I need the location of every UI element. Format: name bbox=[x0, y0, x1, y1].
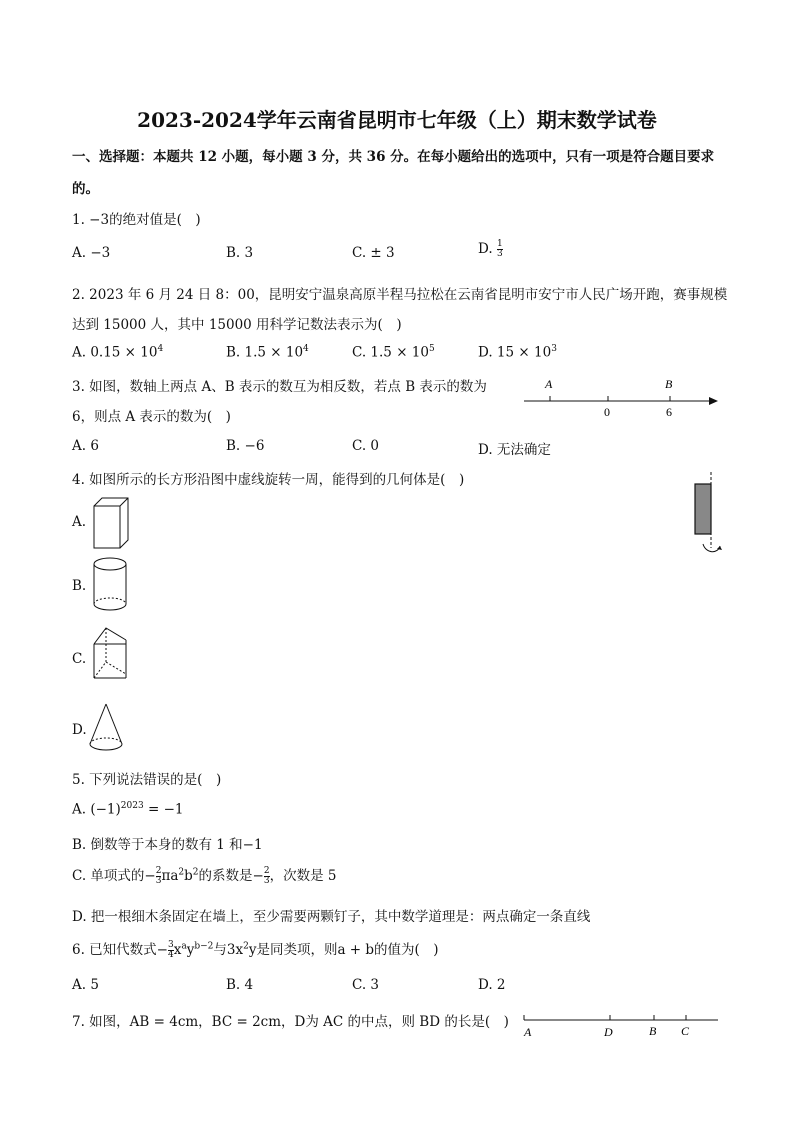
q6-option-b: B. 4 bbox=[226, 977, 254, 993]
prism-icon bbox=[92, 626, 132, 682]
q3-option-d: D. 无法确定 bbox=[478, 442, 551, 458]
q1-option-d: D. $\frac{1}{3}$ bbox=[478, 239, 503, 259]
q2-stem-line1: 2. 2023 年 6 月 24 日 8：00，昆明安宁温泉高原半程马拉松在云南省昆明市安宁市人民广场开跑，赛事规模 bbox=[72, 287, 728, 303]
segment-point-b: B bbox=[649, 1024, 657, 1038]
q3-option-a: A. 6 bbox=[72, 438, 99, 454]
point-a-label: A bbox=[545, 377, 553, 391]
q3-stem-line2: 6，则点 A 表示的数为( ) bbox=[72, 409, 231, 425]
q1-option-c: C. ± 3 bbox=[352, 245, 395, 261]
segment-point-a: A bbox=[524, 1025, 532, 1039]
q4-option-a-label: A. bbox=[72, 514, 87, 530]
exam-title: 2023-2024学年云南省昆明市七年级（上）期末数学试卷 bbox=[137, 108, 657, 132]
q2-stem-line2: 达到 15000 人，其中 15000 用科学记数法表示为( ) bbox=[72, 317, 402, 333]
q1-stem: 1. −3的绝对值是( ) bbox=[72, 212, 201, 228]
q4-option-c-label: C. bbox=[72, 651, 87, 667]
tick-0-label: 0 bbox=[604, 405, 610, 419]
q7-stem: 7. 如图，AB = 4cm，BC = 2cm，D为 AC 的中点，则 BD 的长是( ) bbox=[72, 1014, 509, 1030]
q3-stem-line1: 3. 如图，数轴上两点 A、B 表示的数互为相反数，若点 B 表示的数为 bbox=[72, 379, 487, 395]
cuboid-icon bbox=[92, 496, 132, 552]
q4-stem: 4. 如图所示的长方形沿图中虚线旋转一周，能得到的几何体是( ) bbox=[72, 472, 465, 488]
segment-point-d: D bbox=[604, 1025, 613, 1039]
cone-icon bbox=[88, 702, 128, 758]
q3-option-b: B. −6 bbox=[226, 438, 265, 454]
point-b-label: B bbox=[665, 377, 673, 391]
q5-option-a: A. $(-1)^{2023} = -1$ bbox=[72, 801, 184, 818]
section-heading-line1: 一、选择题：本题共 12 小题，每小题 3 分，共 36 分。在每小题给出的选项中，只有一项是符合题目要求 bbox=[72, 149, 715, 165]
q5-option-b: B. 倒数等于本身的数有 1 和−1 bbox=[72, 837, 263, 853]
q1-option-a: A. −3 bbox=[72, 245, 111, 261]
q2-option-a: A. $0.15 \times 10^4$ bbox=[72, 344, 164, 361]
q6-option-a: A. 5 bbox=[72, 977, 99, 993]
q6-stem: 6. 已知代数式− $\frac{3}{4}$ $x^ay^{b-2}$与$3x^2y$是同类项，则a + b的值为( ) bbox=[72, 940, 439, 960]
number-line-figure bbox=[520, 372, 720, 422]
q5-stem: 5. 下列说法错误的是( ) bbox=[72, 772, 222, 788]
tick-6-label: 6 bbox=[666, 405, 672, 419]
segment-point-c: C bbox=[681, 1024, 690, 1038]
section-heading-line2: 的。 bbox=[72, 181, 99, 197]
q1-option-b: B. 3 bbox=[226, 245, 254, 261]
q2-option-b: B. $1.5 \times 10^4$ bbox=[226, 344, 309, 361]
q2-option-d: D. $15 \times 10^3$ bbox=[478, 344, 557, 361]
segment-figure bbox=[520, 1008, 720, 1040]
q4-option-b-label: B. bbox=[72, 578, 87, 594]
q6-option-d: D. 2 bbox=[478, 977, 506, 993]
q3-option-c: C. 0 bbox=[352, 438, 380, 454]
q5-option-c: C. 单项式的− $\frac{2}{3}$ $\pi a^2b^2$的系数是− $\frac{2}{3}$ ，次数是 5 bbox=[72, 866, 337, 886]
q4-option-d-label: D. bbox=[72, 722, 87, 738]
q2-option-c: C. $1.5 \times 10^5$ bbox=[352, 344, 435, 361]
q5-option-d: D. 把一根细木条固定在墙上，至少需要两颗钉子，其中数学道理是：两点确定一条直线 bbox=[72, 909, 591, 925]
rotation-rectangle-figure bbox=[690, 470, 730, 560]
q6-option-c: C. 3 bbox=[352, 977, 380, 993]
cylinder-icon bbox=[92, 556, 132, 614]
